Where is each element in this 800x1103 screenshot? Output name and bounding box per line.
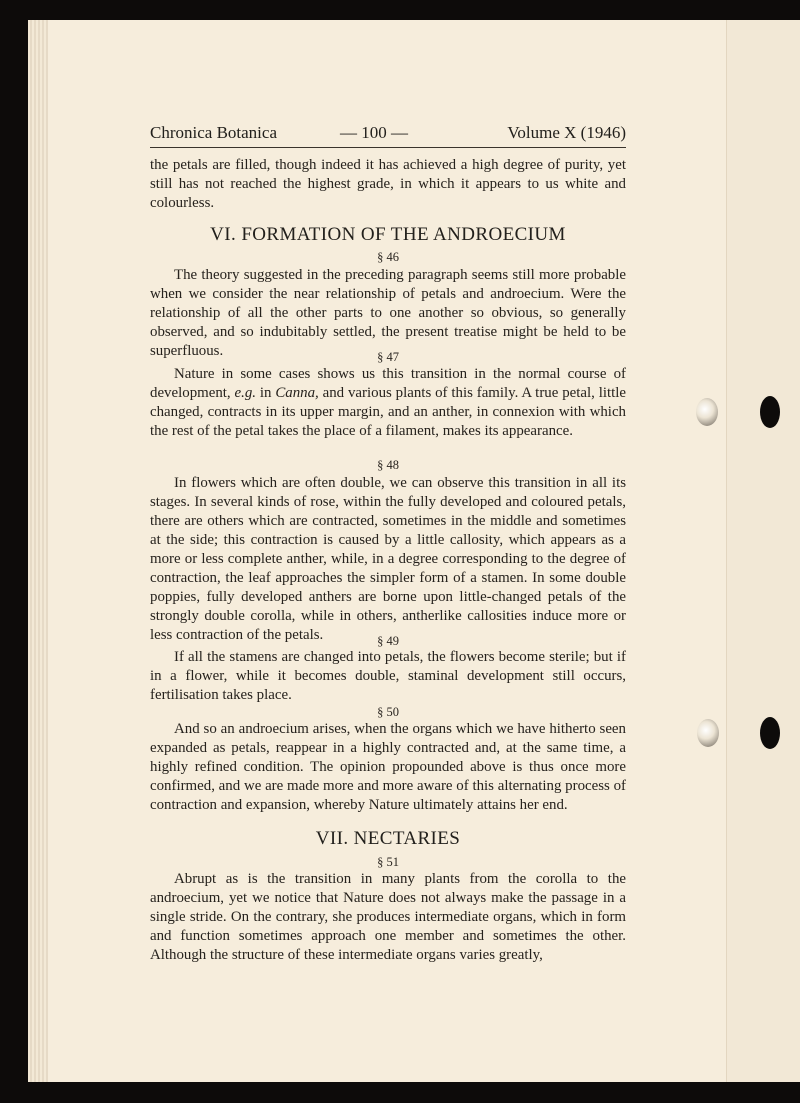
running-header [150, 123, 626, 147]
paragraph-47-text: Nature in some cases shows us this transition in the normal course of development, [150, 366, 626, 402]
paragraph-47-text: in [256, 385, 276, 402]
intro-paragraph: the petals are filled, though indeed it has achieved a high degree of purity, yet still has not reached the highest grade, in which it appears to us white and colourless. [150, 157, 626, 212]
binding-hole-top-left [696, 398, 718, 426]
paragraph-51: Abrupt as is the transition in many plants from the corolla to the androecium, yet we notice that Nature does not always make the passage in a single stride. On the contrary, she produces intermediate organs, which in form and function sometimes approach one member and sometimes the other. Although the structure of these intermediate organs varies greatly, [150, 871, 626, 964]
paragraph-49: If all the stamens are changed into petals, the flowers become sterile; but if in a flower, while it becomes double, staminal development still occurs, fertilisation takes place. [150, 649, 626, 704]
section-mark-48: § 48 [377, 458, 399, 472]
eg-abbrev: e.g. [234, 385, 256, 402]
paragraph-47-text: and various plants of this family. A true petal, little changed, contracts in its upper margin, and an anther, in connexion with which the rest of the petal takes the place of a filament, makes its appearance. [150, 385, 627, 440]
header-rule [150, 147, 626, 148]
binding-gutter [726, 20, 800, 1082]
section-mark-50: § 50 [377, 705, 399, 719]
binding-hole-bottom-right [760, 717, 780, 749]
section-mark-46: § 46 [377, 250, 399, 264]
binding-hole-top-right [760, 396, 780, 428]
paragraph-50: And so an androecium arises, when the organs which we have hitherto seen expanded as petals, reappear in a highly contracted and, at the same time, a highly refined condition. The opinion propounded above is thus once more confirmed, and we are made more and more aware of this alternating process of contraction and expansion, whereby Nature ultimately attains her end. [150, 721, 626, 814]
page-number: — 100 — [340, 123, 408, 142]
binding-hole-bottom-left [697, 719, 719, 747]
section-mark-51: § 51 [377, 855, 399, 869]
volume-info: Volume X (1946) [507, 123, 626, 142]
paragraph-48: In flowers which are often double, we can observe this transition in all its stages. In several kinds of rose, within the fully developed and coloured petals, there are others which are contracted, sometimes in the middle and sometimes at the side; this contraction is caused by a little callosity, which appears as a more or less complete anther, while, in a degree corresponding to the degree of contraction, the leaf approaches the simpler form of a stamen. In some double poppies, fully developed anthers are borne upon little-changed petals of the strongly double corolla, while in others, antherlike callosities induce more or less contraction of the petals. [150, 475, 626, 644]
genus-canna: Canna, [275, 385, 319, 402]
section-mark-49: § 49 [377, 634, 399, 648]
section-mark-47: § 47 [377, 350, 399, 364]
journal-title: Chronica Botanica [150, 123, 277, 142]
page-edges [28, 20, 48, 1082]
paragraph-47 [150, 365, 626, 441]
section-heading-vii: VII. NECTARIES [315, 828, 461, 849]
paragraph-46: The theory suggested in the preceding paragraph seems still more probable when we consider the near relationship of petals and androecium. Were the relationship of all the other parts to one another so obvious, so generally observed, and so indubitably settled, the present treatise might be held to be superfluous. [150, 267, 626, 360]
section-heading-vi: VI. FORMATION OF THE ANDROECIUM [210, 224, 566, 245]
